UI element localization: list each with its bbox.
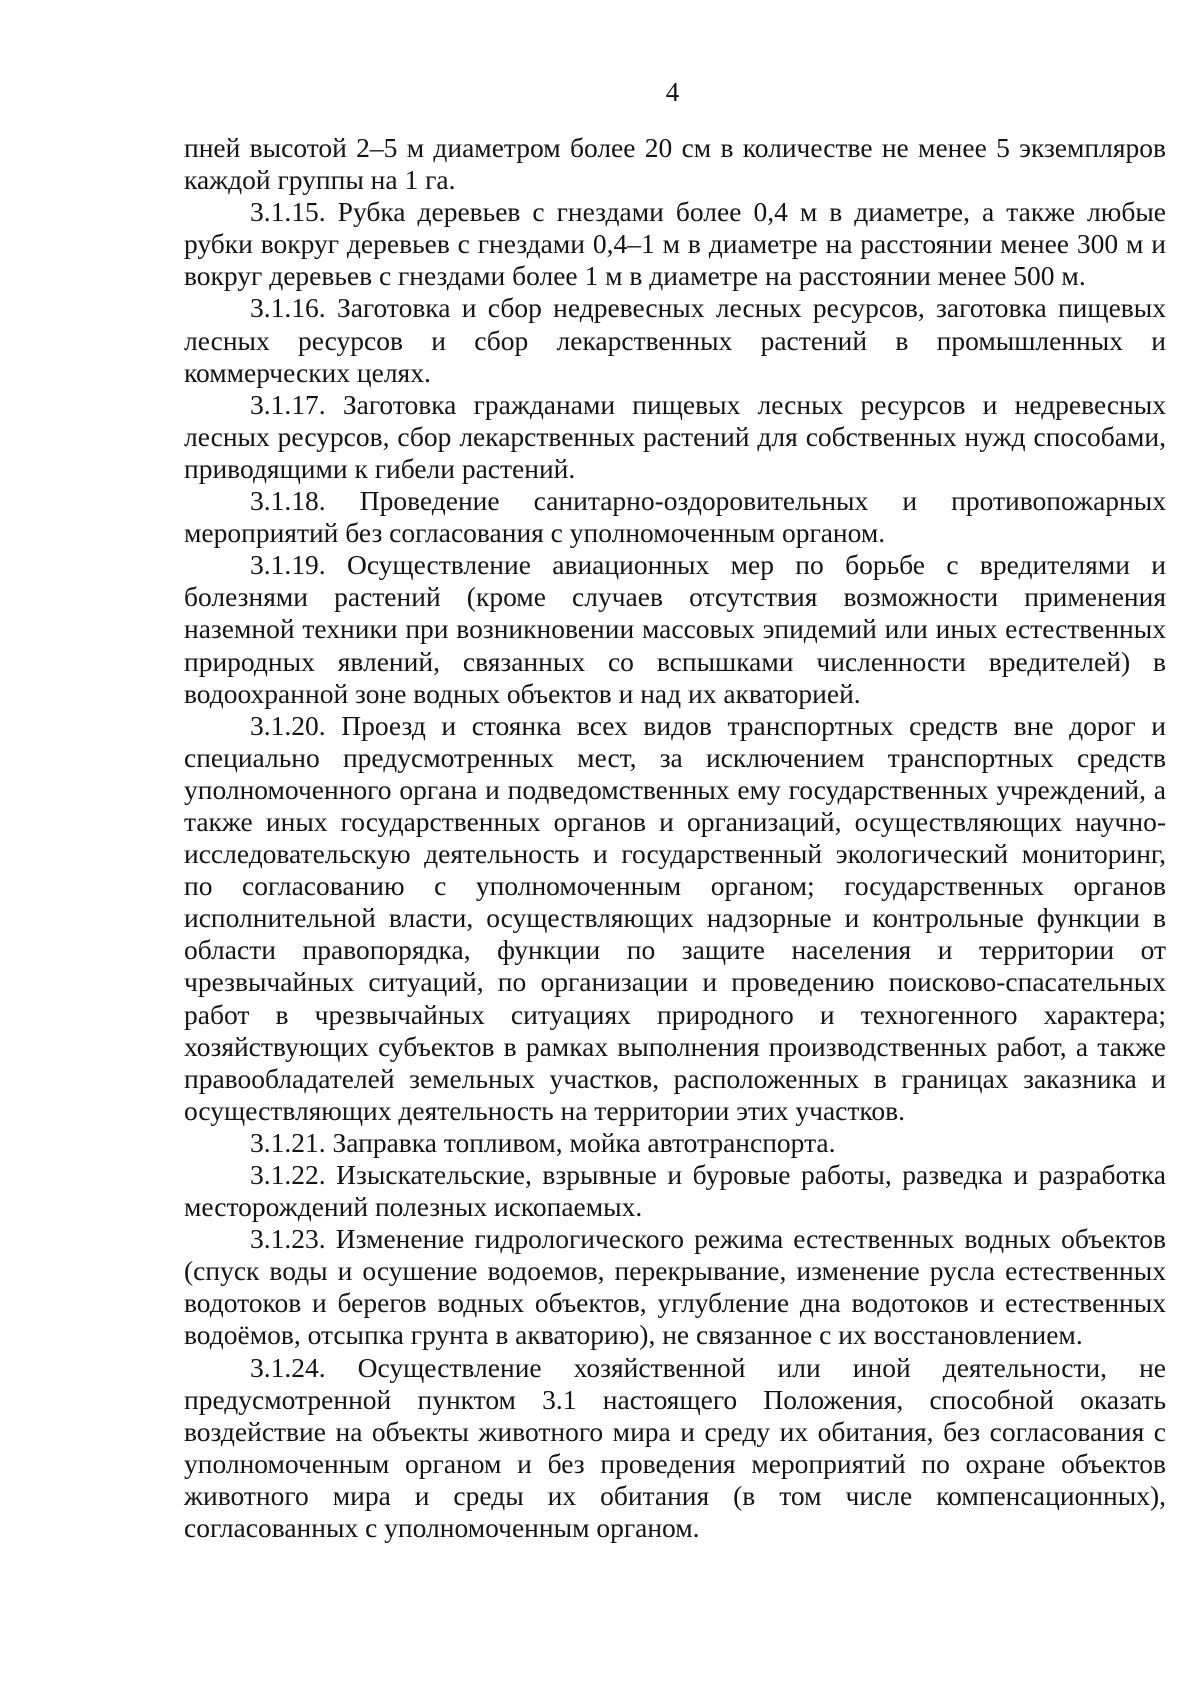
paragraph-3-1-17: 3.1.17. Заготовка гражданами пищевых лесных ресурсов и недревесных лесных ресурсов, сбор лекарственных растений для собственных нужд способами, приводящими к гибели растений. [184, 388, 1166, 484]
paragraph-3-1-19: 3.1.19. Осуществление авиационных мер по борьбе с вредителями и болезнями растений (кроме случаев отсутствия возможности применения наземной техники при возникновении массовых эпидемий или иных естественных природных явлений, связанных со вспышками численности вредителей) в водоохранной зоне водных объектов и над их акваторией. [184, 549, 1166, 709]
page-number: 4 [665, 77, 680, 107]
paragraph-3-1-22: 3.1.22. Изыскательские, взрывные и буровые работы, разведка и разработка месторождений полезных ископаемых. [184, 1159, 1166, 1223]
paragraph-3-1-20: 3.1.20. Проезд и стоянка всех видов транспортных средств вне дорог и специально предусмотренных мест, за исключением транспортных средств уполномоченного органа и подведомственных ему государственных учреждений, а также иных государственных органов и организаций, осуществляющих научно-исследовательскую деятельность и государственный экологический мониторинг, по согласованию с уполномоченным органом; государственных органов исполнительной власти, осуществляющих надзорные и контрольные функции в области правопорядка, функции по защите населения и территории от чрезвычайных ситуаций, по организации и проведению поисково-спасательных работ в чрезвычайных ситуациях природного и техногенного характера; хозяйствующих субъектов в рамках выполнения производственных работ, а также правообладателей земельных участков, расположенных в границах заказника и осуществляющих деятельность на территории этих участков. [184, 709, 1166, 1126]
paragraph-3-1-21: 3.1.21. Заправка топливом, мойка автотранспорта. [250, 1126, 836, 1158]
paragraph-3-1-16: 3.1.16. Заготовка и сбор недревесных лесных ресурсов, заготовка пищевых лесных ресурсов и сбор лекарственных растений в промышленных и коммерческих целях. [184, 292, 1166, 388]
paragraph-3-1-23: 3.1.23. Изменение гидрологического режима естественных водных объектов (спуск воды и осушение водоемов, перекрывание, изменение русла естественных водотоков и берегов водных объектов, углубление дна водотоков и естественных водоёмов, отсыпка грунта в акваторию), не связанное с их восстановлением. [184, 1223, 1166, 1351]
paragraph-3-1-24: 3.1.24. Осуществление хозяйственной или иной деятельности, не предусмотренной пунктом 3.1 настоящего Положения, способной оказать воздействие на объекты животного мира и среду их обитания, без согласования с уполномоченным органом и без проведения мероприятий по охране объектов животного мира и среды их обитания (в том числе компенсационных), согласованных с уполномоченным органом. [184, 1351, 1166, 1544]
paragraph-continuation: пней высотой 2–5 м диаметром более 20 см в количестве не менее 5 экземпляров каждой группы на 1 га. [184, 132, 1166, 196]
document-body [184, 132, 1166, 1544]
paragraph-3-1-15: 3.1.15. Рубка деревьев с гнездами более 0,4 м в диаметре, а также любые рубки вокруг деревьев с гнездами 0,4–1 м в диаметре на расстоянии менее 300 м и вокруг деревьев с гнездами более 1 м в диаметре на расстоянии менее 500 м. [184, 196, 1166, 292]
paragraph-3-1-18: 3.1.18. Проведение санитарно-оздоровительных и противопожарных мероприятий без согласования с уполномоченным органом. [184, 485, 1166, 549]
